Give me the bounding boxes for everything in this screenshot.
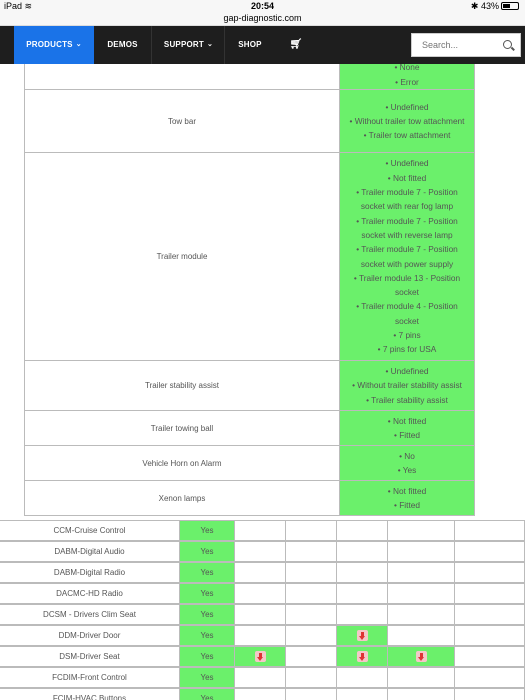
option-value: • Trailer module 13 - Position socket [353,272,461,298]
module-cell[interactable] [235,647,286,666]
option-values [340,361,474,410]
module-name: DCSM - Drivers Clim Seat [0,605,180,624]
table-row [0,646,525,667]
module-name: CCM-Cruise Control [0,521,180,540]
nav-shop[interactable]: SHOP [238,40,262,49]
module-supported: Yes [180,626,235,645]
option-value: • No [399,450,415,461]
module-cell [286,521,337,540]
module-supported: Yes [180,563,235,582]
option-value: • Trailer module 7 - Position socket with rear fog lamp [356,187,458,212]
module-cell [286,689,337,700]
module-cell [337,521,388,540]
module-cell [388,668,455,687]
table-row [0,625,525,646]
module-cell [286,626,337,645]
option-values [340,64,474,89]
module-cell [455,605,525,624]
module-cell [235,563,286,582]
module-cell [455,521,525,540]
module-supported: Yes [180,605,235,624]
option-value: • Error [395,76,419,87]
status-bar [0,0,525,12]
module-cell[interactable] [337,647,388,666]
module-cell [388,605,455,624]
option-value: • Undefined [385,158,429,169]
option-values [340,411,474,445]
module-cell [286,647,337,666]
module-cell [388,584,455,603]
module-name: DSM-Driver Seat [0,647,180,666]
option-row [24,153,475,361]
main-nav [0,26,525,64]
address-bar[interactable]: gap-diagnostic.com [0,12,525,26]
table-row [0,604,525,625]
clock: 20:54 [250,1,275,11]
option-value: • Undefined [385,366,429,377]
option-label: Xenon lamps [25,481,340,515]
module-cell [235,521,286,540]
option-label: Trailer towing ball [25,411,340,445]
nav-support[interactable]: SUPPORT ⌄ [153,26,225,64]
module-cell [337,689,388,700]
option-values [340,446,474,480]
option-value: • Not fitted [387,415,427,426]
module-cell[interactable] [337,626,388,645]
module-supported: Yes [180,542,235,561]
device-label: iPad ≋ [4,1,33,11]
module-cell [337,563,388,582]
module-cell [455,542,525,561]
option-row [24,64,475,90]
option-value: • Without trailer stability assist [352,380,462,391]
option-value: • 7 pins [393,329,421,340]
option-label: Tow bar [25,90,340,152]
module-cell [455,668,525,687]
chevron-down-icon: ⌄ [207,41,214,48]
option-label: Vehicle Horn on Alarm [25,446,340,480]
search-box [411,33,521,57]
option-label [25,64,340,89]
module-cell [286,605,337,624]
option-row [24,90,475,153]
option-row [24,481,475,516]
module-cell [286,542,337,561]
option-value: • Trailer stability assist [366,394,448,405]
option-values [340,153,474,360]
module-cell [235,542,286,561]
module-name: DDM-Driver Door [0,626,180,645]
module-cell [286,668,337,687]
module-cell[interactable] [388,647,455,666]
download-arrow-icon[interactable] [416,651,427,662]
module-cell [455,626,525,645]
module-cell [286,584,337,603]
search-input[interactable] [422,34,506,56]
option-value: • 7 pins for USA [377,344,437,355]
download-arrow-icon[interactable] [255,651,266,662]
module-cell [235,584,286,603]
option-row [24,361,475,411]
module-cell [337,584,388,603]
module-cell [337,542,388,561]
option-row [24,411,475,446]
module-cell [388,626,455,645]
table-row [0,541,525,562]
battery-status: ✱ 43% [471,1,519,12]
table-row [0,583,525,604]
option-value: • None [394,62,420,73]
module-cell [388,563,455,582]
chevron-down-icon: ⌄ [75,41,82,48]
module-supported: Yes [180,584,235,603]
table-row [0,688,525,700]
option-value: • Fitted [394,500,420,510]
download-arrow-icon[interactable] [357,651,368,662]
battery-icon [501,2,519,10]
module-name: FCIM-HVAC Buttons [0,689,180,700]
module-cell [337,668,388,687]
nav-demos[interactable]: DEMOS [94,26,152,64]
module-cell [455,689,525,700]
module-cell [455,584,525,603]
module-supported: Yes [180,689,235,700]
wifi-icon: ≋ [24,1,33,11]
module-cell [235,689,286,700]
module-name: FCDIM-Front Control [0,668,180,687]
module-cell [235,668,286,687]
table-row [0,667,525,688]
option-value: • Yes [397,465,417,475]
bluetooth-icon: ✱ [470,1,479,11]
option-value: • Trailer module 7 - Position socket with power supply [356,244,458,269]
module-supported: Yes [180,647,235,666]
module-cell [235,605,286,624]
option-value: • Undefined [385,101,429,112]
option-value: • Not fitted [387,172,427,183]
module-name: DACMC-HD Radio [0,584,180,603]
module-name: DABM-Digital Radio [0,563,180,582]
option-label: Trailer stability assist [25,361,340,410]
module-cell [455,563,525,582]
module-cell [388,542,455,561]
search-icon[interactable] [503,40,512,49]
option-label: Trailer module [25,153,340,360]
module-cell [337,605,388,624]
module-supported: Yes [180,521,235,540]
option-value: • Trailer tow attachment [363,130,451,141]
module-supported: Yes [180,668,235,687]
module-cell [455,647,525,666]
cart-icon[interactable]: 🛒︎ [289,39,303,50]
module-cell [388,689,455,700]
module-name: DABM-Digital Audio [0,542,180,561]
option-row [24,446,475,481]
table-row [0,562,525,583]
option-values [340,481,474,515]
option-value: • Fitted [394,430,420,440]
option-values [340,90,474,152]
option-value: • Trailer module 4 - Position socket [356,301,458,326]
option-value: • Trailer module 7 - Position socket with reverse lamp [356,215,458,240]
download-arrow-icon[interactable] [357,630,368,641]
module-cell [388,521,455,540]
table-row [0,520,525,541]
nav-products[interactable]: PRODUCTS ⌄ [14,26,94,64]
option-value: • Without trailer tow attachment [349,115,465,126]
module-cell [286,563,337,582]
option-value: • Not fitted [387,485,427,496]
module-cell [235,626,286,645]
